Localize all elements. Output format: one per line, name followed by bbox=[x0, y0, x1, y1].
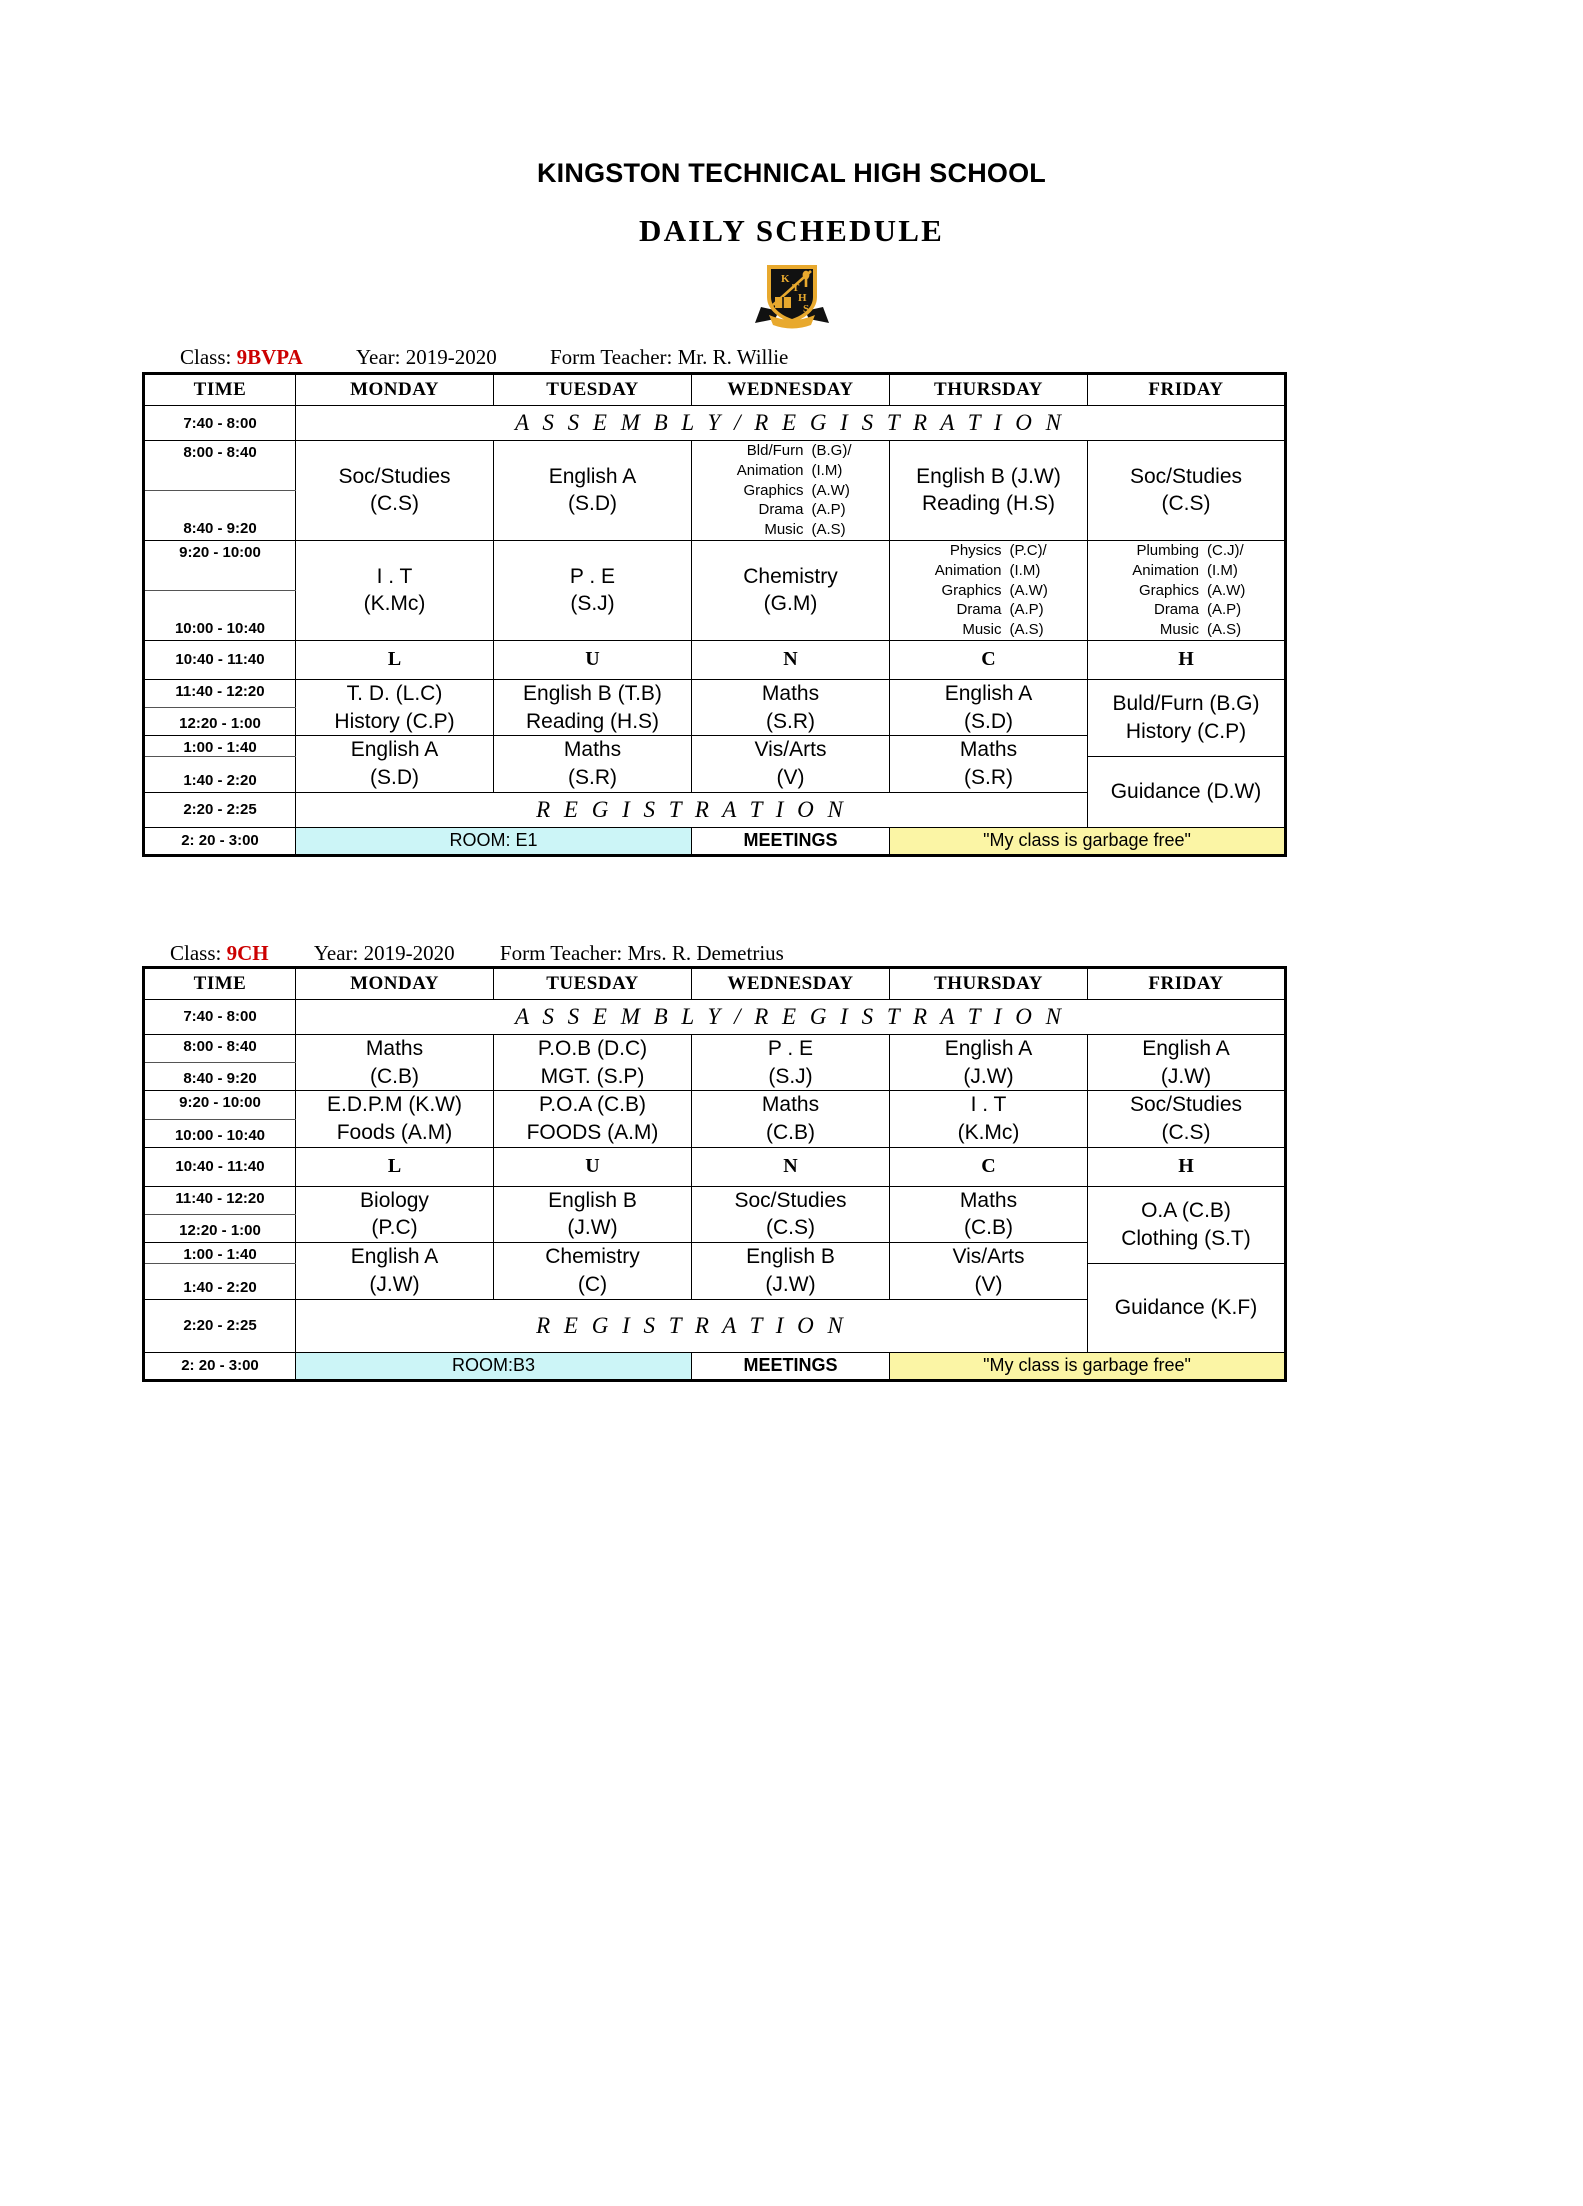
teacher-code: (C.S) bbox=[766, 1216, 815, 1240]
teacher-code: (C.S) bbox=[1161, 492, 1211, 516]
time-slot-0140: 1:40 - 2:20 bbox=[144, 757, 296, 792]
subject-line-1: P.O.B (D.C) bbox=[537, 1036, 648, 1060]
subject-name: Soc/Studies bbox=[1129, 1093, 1243, 1117]
timetable-9ch bbox=[142, 966, 1287, 1382]
lunch-letter-l: L bbox=[296, 640, 494, 679]
table-row-assembly bbox=[144, 406, 1286, 441]
cell-fri-block3 bbox=[1088, 679, 1286, 756]
cell-mon-block2 bbox=[296, 540, 494, 640]
year-value-2: 2019-2020 bbox=[363, 940, 455, 965]
class-label-2: Class: 9CH bbox=[170, 940, 269, 965]
subject-line-2: Clothing (S.T) bbox=[1121, 1226, 1251, 1250]
timetable-1-wrapper bbox=[142, 372, 1583, 857]
cell-wed-block3 bbox=[692, 679, 890, 735]
option-line: Music (A.S) bbox=[1159, 621, 1242, 639]
cell-mon-block4 bbox=[296, 736, 494, 792]
table-row-block2-a bbox=[144, 540, 1286, 590]
time-slot-0220-0300: 2: 20 - 3:00 bbox=[144, 1352, 296, 1380]
subject-line-2: MGT. (S.P) bbox=[540, 1064, 645, 1088]
table-row-block3-a bbox=[144, 1186, 1286, 1214]
teacher-code: (K.Mc) bbox=[957, 1121, 1020, 1144]
svg-text:S: S bbox=[802, 303, 809, 315]
lunch-letter-h: H bbox=[1088, 1147, 1286, 1186]
teacher-code: (V) bbox=[974, 1272, 1003, 1296]
table-row-block1-a bbox=[144, 1034, 1286, 1062]
meetings-cell: MEETINGS bbox=[692, 1352, 890, 1380]
subject-name: Chemistry bbox=[743, 564, 838, 588]
subject-line-2: History (C.P) bbox=[334, 709, 455, 733]
cell-tue-block4 bbox=[494, 1243, 692, 1299]
teacher-code: (J.W) bbox=[963, 1064, 1014, 1088]
svg-text:H: H bbox=[797, 292, 807, 304]
table-row-assembly bbox=[144, 999, 1286, 1034]
subject-line-2: History (C.P) bbox=[1125, 720, 1247, 744]
lunch-letter-c: C bbox=[890, 640, 1088, 679]
time-slot-0920: 9:20 - 10:00 bbox=[144, 540, 296, 590]
subject-name: English A bbox=[548, 464, 637, 488]
cell-wed-block1 bbox=[692, 1034, 890, 1090]
option-line: Physics (P.C)/ bbox=[949, 541, 1047, 559]
teacher-code: (S.R) bbox=[568, 766, 617, 790]
slogan-cell: "My class is garbage free" bbox=[890, 1352, 1286, 1380]
time-slot-1140: 11:40 - 12:20 bbox=[144, 1186, 296, 1214]
subject-name: Soc/Studies bbox=[1129, 464, 1243, 488]
subject-line-1: Buld/Furn (B.G) bbox=[1112, 692, 1260, 716]
option-line: Bld/Furn (B.G)/ bbox=[746, 442, 852, 459]
cell-fri-guidance bbox=[1088, 1264, 1286, 1352]
subject-line-2: FOODS (A.M) bbox=[526, 1121, 659, 1144]
option-line: Music (A.S) bbox=[962, 621, 1044, 639]
lunch-letter-n: N bbox=[692, 640, 890, 679]
class-info-line-1 bbox=[0, 345, 1583, 370]
option-line: Music (A.S) bbox=[764, 521, 846, 539]
subject-name: Maths bbox=[959, 738, 1018, 762]
cell-thu-block2-options bbox=[890, 540, 1088, 640]
registration-banner: R E G I S T R A T I O N bbox=[296, 1299, 1088, 1352]
subject-line-1: T. D. (L.C) bbox=[346, 681, 443, 705]
time-slot-0220-0300: 2: 20 - 3:00 bbox=[144, 827, 296, 855]
col-header-friday: FRIDAY bbox=[1088, 967, 1286, 999]
cell-wed-block2 bbox=[692, 1091, 890, 1147]
cell-thu-block4 bbox=[890, 736, 1088, 792]
teacher-code: (C.B) bbox=[964, 1216, 1013, 1240]
meetings-cell: MEETINGS bbox=[692, 827, 890, 855]
col-header-wednesday: WEDNESDAY bbox=[692, 967, 890, 999]
cell-fri-block3 bbox=[1088, 1186, 1286, 1263]
svg-text:T: T bbox=[791, 282, 799, 294]
subject-name: English A bbox=[1142, 1036, 1230, 1060]
option-line: Drama (A.P) bbox=[1153, 601, 1242, 619]
cell-fri-block1 bbox=[1088, 1034, 1286, 1090]
teacher-code: (C.B) bbox=[766, 1121, 815, 1144]
time-slot-1140: 11:40 - 12:20 bbox=[144, 679, 296, 707]
time-slot-1040: 10:40 - 11:40 bbox=[144, 1147, 296, 1186]
subject-name: English B bbox=[548, 1188, 637, 1212]
cell-mon-block2 bbox=[296, 1091, 494, 1147]
teacher-code: (C.S) bbox=[1161, 1121, 1211, 1144]
teacher-code: (S.D) bbox=[370, 766, 419, 790]
cell-wed-block4 bbox=[692, 736, 890, 792]
subject-line-1: P.O.A (C.B) bbox=[539, 1093, 646, 1117]
option-line: Plumbing (C.J)/ bbox=[1136, 541, 1244, 559]
guidance-label: Guidance (K.F) bbox=[1114, 1296, 1258, 1320]
col-header-wednesday: WEDNESDAY bbox=[692, 374, 890, 406]
cell-mon-block1 bbox=[296, 1034, 494, 1090]
year-label-1: Year: 2019-2020 bbox=[355, 345, 497, 369]
subject-line-1: English B (J.W) bbox=[916, 464, 1061, 488]
table-row-lunch bbox=[144, 1147, 1286, 1186]
schedule-page bbox=[0, 158, 1583, 2206]
subject-name: Maths bbox=[365, 1036, 424, 1060]
time-slot-0800: 8:00 - 8:40 bbox=[144, 441, 296, 491]
subject-name: I . T bbox=[376, 564, 413, 588]
school-crest-icon bbox=[753, 261, 831, 331]
room-cell: ROOM: E1 bbox=[296, 827, 692, 855]
cell-mon-block3 bbox=[296, 679, 494, 735]
lunch-letter-u: U bbox=[494, 640, 692, 679]
assembly-banner: A S S E M B L Y / R E G I S T R A T I O N bbox=[296, 999, 1286, 1034]
form-teacher-label-2: Form Teacher: Mrs. R. Demetrius bbox=[499, 940, 784, 965]
col-header-thursday: THURSDAY bbox=[890, 374, 1088, 406]
table-row-afternoon bbox=[144, 1352, 1286, 1380]
cell-thu-block3 bbox=[890, 679, 1088, 735]
room-cell: ROOM:B3 bbox=[296, 1352, 692, 1380]
form-teacher-value-1: Mr. R. Willie bbox=[677, 345, 789, 369]
timetable-2-wrapper bbox=[142, 966, 1583, 1382]
cell-wed-block1-options bbox=[692, 441, 890, 541]
subject-line-1: English B (T.B) bbox=[523, 681, 662, 705]
cell-tue-block1 bbox=[494, 1034, 692, 1090]
cell-tue-block3 bbox=[494, 1186, 692, 1242]
table-row-afternoon bbox=[144, 827, 1286, 855]
subject-line-1: E.D.P.M (K.W) bbox=[327, 1093, 462, 1117]
slogan-cell: "My class is garbage free" bbox=[890, 827, 1286, 855]
cell-tue-block4 bbox=[494, 736, 692, 792]
option-line: Animation (I.M) bbox=[736, 461, 843, 479]
subject-name: Vis/Arts bbox=[754, 738, 827, 762]
time-slot-0740: 7:40 - 8:00 bbox=[144, 999, 296, 1034]
lunch-letter-c: C bbox=[890, 1147, 1088, 1186]
option-line: Graphics (A.W) bbox=[743, 481, 850, 499]
cell-wed-block3 bbox=[692, 1186, 890, 1242]
teacher-code: (J.W) bbox=[1160, 1064, 1212, 1088]
lunch-letter-u: U bbox=[494, 1147, 692, 1186]
table-gap-spacer bbox=[0, 857, 1583, 927]
svg-text:K: K bbox=[780, 273, 790, 285]
page-title: KINGSTON TECHNICAL HIGH SCHOOL bbox=[536, 158, 1047, 188]
teacher-code: (S.D) bbox=[568, 492, 617, 516]
col-header-thursday: THURSDAY bbox=[890, 967, 1088, 999]
teacher-code: (C.B) bbox=[370, 1064, 419, 1088]
teacher-code: (S.R) bbox=[766, 709, 815, 733]
time-slot-0840: 8:40 - 9:20 bbox=[144, 490, 296, 540]
table-header-row bbox=[144, 374, 1286, 406]
subject-name: English A bbox=[944, 681, 1033, 705]
cell-thu-block3 bbox=[890, 1186, 1088, 1242]
assembly-banner: A S S E M B L Y / R E G I S T R A T I O N bbox=[296, 406, 1286, 441]
cell-thu-block1 bbox=[890, 441, 1088, 541]
subject-line-2: Reading (H.S) bbox=[525, 709, 660, 733]
year-label-2: Year: 2019-2020 bbox=[313, 940, 455, 965]
subject-name: English B bbox=[746, 1245, 835, 1269]
guidance-label: Guidance (D.W) bbox=[1110, 780, 1262, 804]
cell-wed-block2 bbox=[692, 540, 890, 640]
form-teacher-value-2: Mrs. R. Demetrius bbox=[627, 940, 784, 965]
cell-thu-block1 bbox=[890, 1034, 1088, 1090]
time-slot-0220: 2:20 - 2:25 bbox=[144, 1299, 296, 1352]
option-line: Animation (I.M) bbox=[934, 561, 1041, 579]
cell-fri-block2-options bbox=[1088, 540, 1286, 640]
col-header-time: TIME bbox=[144, 374, 296, 406]
option-line: Graphics (A.W) bbox=[941, 581, 1048, 599]
col-header-time: TIME bbox=[144, 967, 296, 999]
table-row-block1-a bbox=[144, 441, 1286, 491]
option-line: Graphics (A.W) bbox=[1138, 581, 1246, 599]
option-line: Drama (A.P) bbox=[956, 601, 1044, 619]
teacher-code: (J.W) bbox=[765, 1272, 816, 1296]
time-slot-0140: 1:40 - 2:20 bbox=[144, 1264, 296, 1299]
teacher-code: (V) bbox=[776, 766, 805, 790]
col-header-monday: MONDAY bbox=[296, 374, 494, 406]
subject-line-2: Foods (A.M) bbox=[336, 1121, 453, 1144]
cell-tue-block3 bbox=[494, 679, 692, 735]
time-slot-0840: 8:40 - 9:20 bbox=[144, 1063, 296, 1091]
option-line: Animation (I.M) bbox=[1132, 561, 1238, 579]
col-header-monday: MONDAY bbox=[296, 967, 494, 999]
time-slot-0220: 2:20 - 2:25 bbox=[144, 792, 296, 827]
time-slot-1220: 12:20 - 1:00 bbox=[144, 1214, 296, 1242]
subject-name: Chemistry bbox=[545, 1245, 640, 1269]
cell-thu-block2 bbox=[890, 1091, 1088, 1147]
class-name-value-1: 9BVPA bbox=[236, 345, 303, 369]
teacher-code: (S.R) bbox=[964, 766, 1013, 790]
cell-fri-guidance bbox=[1088, 757, 1286, 827]
lunch-letter-n: N bbox=[692, 1147, 890, 1186]
lunch-letter-l: L bbox=[296, 1147, 494, 1186]
col-header-friday: FRIDAY bbox=[1088, 374, 1286, 406]
subject-name: English A bbox=[350, 738, 439, 762]
subject-name: Maths bbox=[563, 738, 622, 762]
teacher-code: (C.S) bbox=[370, 492, 419, 516]
class-name-value-2: 9CH bbox=[226, 940, 269, 965]
subject-name: English A bbox=[944, 1036, 1033, 1060]
cell-mon-block1 bbox=[296, 441, 494, 541]
time-slot-0740: 7:40 - 8:00 bbox=[144, 406, 296, 441]
teacher-code: (C) bbox=[577, 1272, 608, 1296]
teacher-code: (J.W) bbox=[369, 1272, 420, 1296]
cell-tue-block2 bbox=[494, 540, 692, 640]
table-row-lunch bbox=[144, 640, 1286, 679]
cell-mon-block3 bbox=[296, 1186, 494, 1242]
time-slot-1000: 10:00 - 10:40 bbox=[144, 1119, 296, 1147]
teacher-code: (K.Mc) bbox=[363, 592, 426, 616]
subject-name: P . E bbox=[569, 564, 616, 588]
table-row-block3-a bbox=[144, 679, 1286, 707]
crest-container bbox=[0, 261, 1583, 331]
subject-name: English A bbox=[350, 1245, 439, 1269]
subject-name: P . E bbox=[767, 1036, 814, 1060]
registration-banner: R E G I S T R A T I O N bbox=[296, 792, 1088, 827]
form-teacher-label-1: Form Teacher: Mr. R. Willie bbox=[550, 345, 789, 369]
col-header-tuesday: TUESDAY bbox=[494, 374, 692, 406]
cell-thu-block4 bbox=[890, 1243, 1088, 1299]
time-slot-0100: 1:00 - 1:40 bbox=[144, 1243, 296, 1264]
time-slot-1040: 10:40 - 11:40 bbox=[144, 640, 296, 679]
table-row-block2-a bbox=[144, 1091, 1286, 1119]
time-slot-0920: 9:20 - 10:00 bbox=[144, 1091, 296, 1119]
teacher-code: (G.M) bbox=[763, 592, 818, 616]
time-slot-1220: 12:20 - 1:00 bbox=[144, 708, 296, 736]
cell-tue-block1 bbox=[494, 441, 692, 541]
lunch-letter-h: H bbox=[1088, 640, 1286, 679]
table-header-row bbox=[144, 967, 1286, 999]
col-header-tuesday: TUESDAY bbox=[494, 967, 692, 999]
time-slot-1000: 10:00 - 10:40 bbox=[144, 590, 296, 640]
teacher-code: (J.W) bbox=[567, 1216, 618, 1240]
option-line: Drama (A.P) bbox=[758, 501, 846, 519]
subject-name: Biology bbox=[360, 1188, 429, 1212]
teacher-code: (P.C) bbox=[371, 1216, 418, 1240]
subject-name: I . T bbox=[970, 1093, 1007, 1117]
cell-wed-block4 bbox=[692, 1243, 890, 1299]
teacher-code: (S.J) bbox=[768, 1064, 813, 1088]
cell-fri-block2 bbox=[1088, 1091, 1286, 1147]
subject-name: Soc/Studies bbox=[338, 464, 451, 488]
time-slot-0800: 8:00 - 8:40 bbox=[144, 1034, 296, 1062]
subject-name: Maths bbox=[959, 1188, 1018, 1212]
year-value-1: 2019-2020 bbox=[405, 345, 497, 369]
document-subtitle: DAILY SCHEDULE bbox=[638, 213, 944, 248]
class-label-1: Class: 9BVPA bbox=[180, 345, 303, 369]
cell-fri-block1 bbox=[1088, 441, 1286, 541]
timetable-9bvpa bbox=[142, 372, 1287, 857]
teacher-code: (S.D) bbox=[964, 709, 1013, 733]
time-slot-0100: 1:00 - 1:40 bbox=[144, 736, 296, 757]
subject-name: Maths bbox=[761, 1093, 820, 1117]
subject-name: Maths bbox=[761, 681, 820, 705]
subject-line-2: Reading (H.S) bbox=[921, 492, 1056, 516]
subject-name: Vis/Arts bbox=[952, 1245, 1025, 1269]
teacher-code: (S.J) bbox=[570, 592, 615, 616]
class-info-line-2 bbox=[0, 941, 1583, 966]
subject-name: Soc/Studies bbox=[734, 1188, 847, 1212]
cell-tue-block2 bbox=[494, 1091, 692, 1147]
subject-line-1: O.A (C.B) bbox=[1141, 1199, 1231, 1223]
cell-mon-block4 bbox=[296, 1243, 494, 1299]
